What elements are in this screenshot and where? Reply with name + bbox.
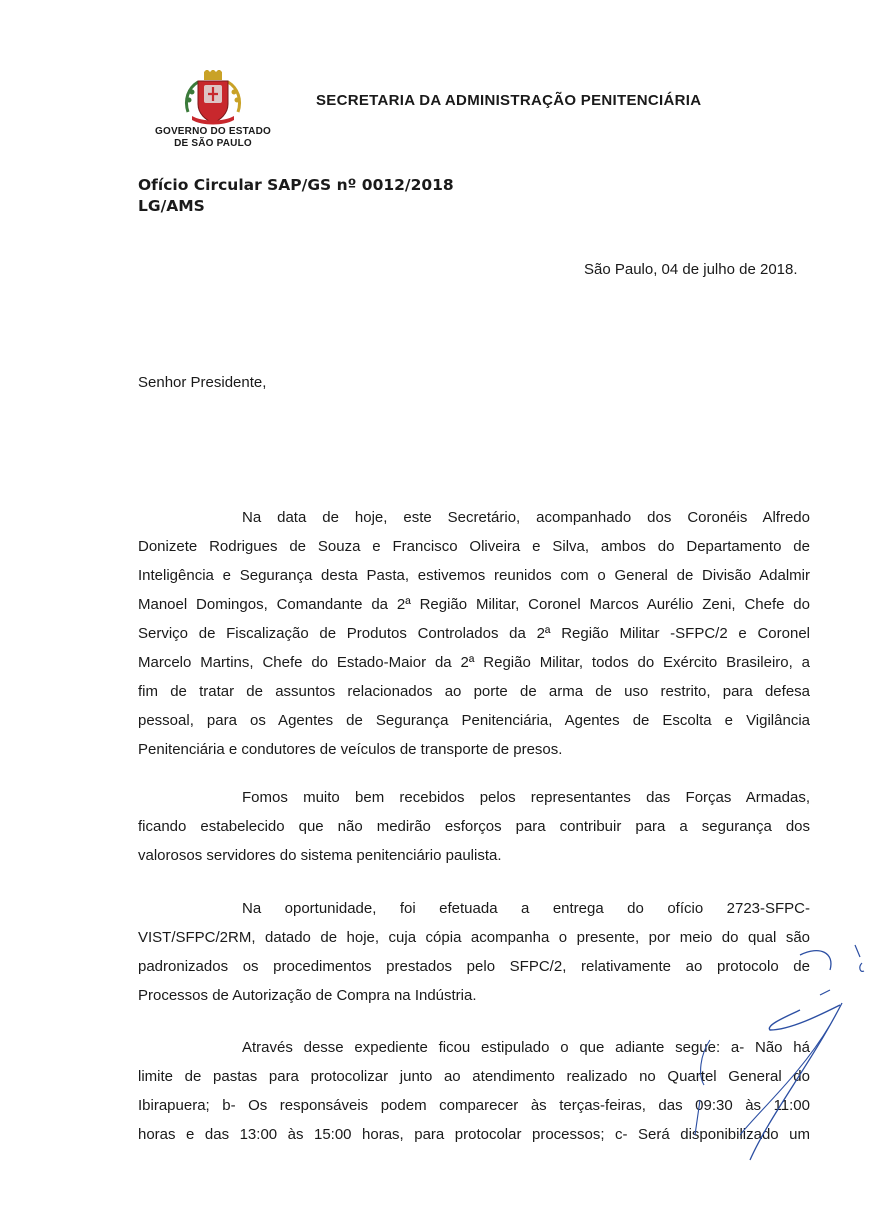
paragraph-line: fim de tratar de assuntos relacionados ao porte de arma de uso restrito, para defesa (138, 683, 810, 700)
paragraph-line: Ibirapuera; b- Os responsáveis podem comparecer às terças-feiras, das 09:30 às 11:00 (138, 1097, 810, 1114)
paragraph-line: Marcelo Martins, Chefe do Estado-Maior da 2ª Região Militar, todos do Exército Brasileiro, a (138, 654, 810, 671)
document-date: São Paulo, 04 de julho de 2018. (584, 261, 798, 278)
logo-text-line1: GOVERNO DO ESTADO (154, 126, 271, 137)
author-initials: LG/AMS (138, 197, 205, 215)
paragraph-line: VIST/SFPC/2RM, datado de hoje, cuja cópia acompanha o presente, por meio do qual são (138, 929, 810, 946)
paragraph-line: Manoel Domingos, Comandante da 2ª Região Militar, Coronel Marcos Aurélio Zeni, Chefe do (138, 596, 810, 613)
department-title: SECRETARIA DA ADMINISTRAÇÃO PENITENCIÁRIA (316, 92, 702, 109)
paragraph-line: Serviço de Fiscalização de Produtos Controlados da 2ª Região Militar -SFPC/2 e Coronel (138, 625, 810, 642)
paragraph-line: Fomos muito bem recebidos pelos representantes das Forças Armadas, (242, 789, 810, 806)
paragraph-line: Inteligência e Segurança desta Pasta, estivemos reunidos com o General de Divisão Adalmir (138, 567, 810, 584)
logo-text-line2: DE SÃO PAULO (174, 138, 252, 149)
signature-icon (670, 935, 885, 1175)
paragraph-2 (138, 783, 810, 870)
paragraph-line: Na oportunidade, foi efetuada a entrega do ofício 2723-SFPC- (242, 900, 810, 917)
salutation: Senhor Presidente, (138, 374, 267, 391)
coat-of-arms-icon (180, 70, 246, 126)
paragraph-line: Donizete Rodrigues de Souza e Francisco Oliveira e Silva, ambos do Departamento de (138, 538, 810, 555)
paragraph-line: limite de pastas para protocolizar junto ao atendimento realizado no Quartel General do (138, 1068, 810, 1085)
oficio-number: Ofício Circular SAP/GS nº 0012/2018 (138, 176, 454, 194)
paragraph-line: horas e das 13:00 às 15:00 horas, para protocolar processos; c- Será disponibilizado um (138, 1126, 810, 1143)
paragraph-1 (138, 503, 810, 764)
paragraph-line: ficando estabelecido que não medirão esforços para contribuir para a segurança dos (138, 818, 810, 835)
paragraph-line: Penitenciária e condutores de veículos de transporte de presos. (138, 741, 563, 758)
paragraph-line: pessoal, para os Agentes de Segurança Penitenciária, Agentes de Escolta e Vigilância (138, 712, 810, 729)
paragraph-line: Através desse expediente ficou estipulado o que adiante segue: a- Não há (242, 1039, 810, 1056)
paragraph-line: valorosos servidores do sistema penitenciário paulista. (138, 847, 502, 864)
paragraph-line: padronizados os procedimentos prestados pelo SFPC/2, relativamente ao protocolo de (138, 958, 810, 975)
government-logo (138, 70, 288, 150)
paragraph-line: Processos de Autorização de Compra na Indústria. (138, 987, 477, 1004)
paragraph-line: Na data de hoje, este Secretário, acompanhado dos Coronéis Alfredo (242, 509, 810, 526)
document-reference (138, 175, 454, 217)
